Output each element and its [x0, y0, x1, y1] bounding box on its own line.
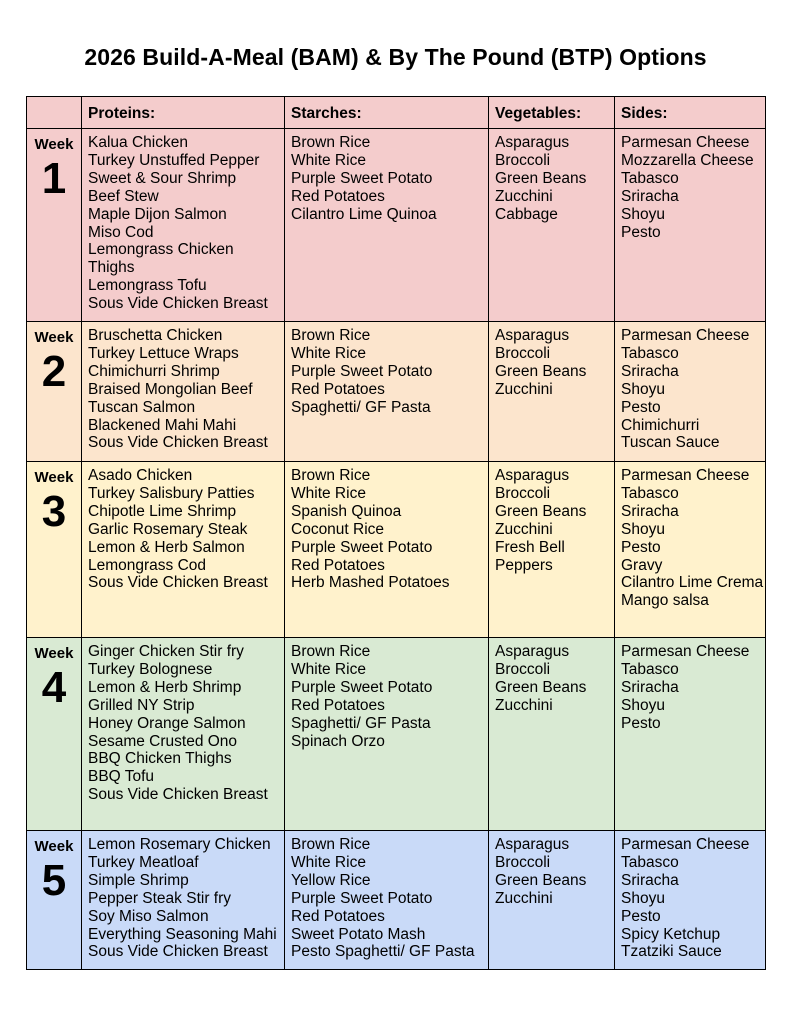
vegetables-item: Asparagus	[495, 134, 570, 151]
vegetables-list	[489, 129, 614, 224]
proteins-item: Kalua Chicken	[88, 134, 188, 151]
sides-item: Tabasco	[621, 660, 679, 678]
proteins-item: Tuscan Salmon	[88, 398, 196, 416]
vegetables-item: Green Beans	[495, 502, 587, 520]
proteins-item: Lemongrass Tofu	[88, 277, 207, 295]
week-label: Week	[34, 838, 74, 855]
starches-item: Purple Sweet Potato	[291, 362, 433, 380]
proteins-list	[82, 831, 284, 961]
week-number: 4	[41, 662, 67, 712]
proteins-item: Simple Shrimp	[88, 871, 189, 889]
week-row	[27, 322, 766, 462]
vegetables-list	[489, 831, 614, 908]
vegetables-cell	[489, 322, 615, 462]
vegetables-item: Broccoli	[495, 484, 551, 502]
week-cell	[27, 462, 82, 638]
proteins-item: Turkey Lettuce Wraps	[88, 344, 239, 362]
proteins-item: Bruschetta Chicken	[88, 327, 223, 344]
header-sides: Sides:	[615, 97, 766, 129]
starches-item: Cilantro Lime Quinoa	[291, 205, 437, 223]
proteins-item: Soy Miso Salmon	[88, 907, 209, 925]
week-number: 3	[41, 486, 67, 536]
proteins-list	[82, 322, 284, 452]
starches-list	[285, 831, 488, 961]
sides-item: Sriracha	[621, 187, 679, 205]
sides-item: Parmesan Cheese	[621, 836, 750, 853]
starches-item: Spaghetti/ GF Pasta	[291, 398, 431, 416]
week-cell	[27, 831, 82, 970]
sides-item: Sriracha	[621, 502, 679, 520]
sides-item: Sriracha	[621, 362, 679, 380]
week-cell	[27, 129, 82, 322]
sides-item: Pesto	[621, 398, 661, 416]
proteins-list	[82, 129, 284, 313]
header-row	[27, 97, 766, 129]
starches-item: Purple Sweet Potato	[291, 889, 433, 907]
sides-list	[615, 129, 765, 241]
proteins-item: Sesame Crusted Ono	[88, 732, 238, 750]
sides-item: Tabasco	[621, 169, 679, 187]
vegetables-cell	[489, 462, 615, 638]
proteins-item: Everything Seasoning Mahi	[88, 925, 277, 943]
sides-item: Parmesan Cheese	[621, 643, 750, 660]
sides-item: Mozzarella Cheese	[621, 151, 754, 169]
proteins-item: Chimichurri Shrimp	[88, 362, 220, 380]
starches-item: Spaghetti/ GF Pasta	[291, 714, 431, 732]
sides-item: Tabasco	[621, 484, 679, 502]
starches-item: Purple Sweet Potato	[291, 538, 433, 556]
vegetables-item: Green Beans	[495, 678, 587, 696]
proteins-item: Sous Vide Chicken Breast	[88, 434, 268, 452]
sides-list	[615, 831, 765, 961]
vegetables-item: Broccoli	[495, 660, 551, 678]
sides-item: Shoyu	[621, 205, 665, 223]
sides-item: Shoyu	[621, 380, 665, 398]
starches-item: White Rice	[291, 853, 366, 871]
proteins-item: Turkey Unstuffed Pepper	[88, 151, 260, 169]
starches-cell	[285, 462, 489, 638]
vegetables-item: Zucchini	[495, 187, 553, 205]
vegetables-item: Zucchini	[495, 696, 553, 714]
week-number: 1	[41, 153, 67, 203]
header-proteins: Proteins:	[82, 97, 285, 129]
sides-item: Tabasco	[621, 853, 679, 871]
week-number: 2	[41, 346, 67, 396]
week-label: Week	[34, 469, 74, 486]
week-row	[27, 129, 766, 322]
proteins-item: Lemon & Herb Shrimp	[88, 678, 242, 696]
starches-item: Spinach Orzo	[291, 732, 385, 750]
proteins-item: Lemon Rosemary Chicken	[88, 836, 271, 853]
proteins-item: Lemongrass Chicken Thighs	[88, 241, 234, 277]
vegetables-list	[489, 638, 614, 715]
sides-item: Pesto	[621, 223, 661, 241]
vegetables-item: Green Beans	[495, 169, 587, 187]
starches-item: White Rice	[291, 151, 366, 169]
vegetables-item: Asparagus	[495, 836, 570, 853]
proteins-item: Turkey Bolognese	[88, 660, 213, 678]
week-row	[27, 462, 766, 638]
proteins-cell	[82, 462, 285, 638]
sides-cell	[615, 462, 766, 638]
starches-item: Red Potatoes	[291, 907, 385, 925]
starches-list	[285, 129, 488, 224]
vegetables-item: Broccoli	[495, 344, 551, 362]
starches-item: Brown Rice	[291, 643, 371, 660]
week-label: Week	[34, 329, 74, 346]
starches-item: Red Potatoes	[291, 380, 385, 398]
sides-item: Chimichurri	[621, 416, 700, 434]
vegetables-item: Asparagus	[495, 643, 570, 660]
sides-list	[615, 462, 765, 610]
vegetables-cell	[489, 638, 615, 831]
sides-item: Shoyu	[621, 889, 665, 907]
proteins-item: Chipotle Lime Shrimp	[88, 502, 237, 520]
vegetables-item: Asparagus	[495, 467, 570, 484]
sides-item: Parmesan Cheese	[621, 327, 750, 344]
proteins-list	[82, 462, 284, 592]
proteins-item: Sous Vide Chicken Breast	[88, 786, 268, 804]
starches-item: Brown Rice	[291, 836, 371, 853]
header-starches: Starches:	[285, 97, 489, 129]
starches-item: Brown Rice	[291, 467, 371, 484]
vegetables-item: Zucchini	[495, 889, 553, 907]
proteins-item: Garlic Rosemary Steak	[88, 520, 248, 538]
week-row	[27, 831, 766, 970]
sides-item: Tabasco	[621, 344, 679, 362]
starches-item: Red Potatoes	[291, 187, 385, 205]
starches-item: Purple Sweet Potato	[291, 169, 433, 187]
starches-list	[285, 462, 488, 592]
sides-list	[615, 638, 765, 733]
proteins-item: Lemongrass Cod	[88, 556, 207, 574]
starches-item: Brown Rice	[291, 327, 371, 344]
meal-options-table	[26, 96, 766, 970]
proteins-item: Braised Mongolian Beef	[88, 380, 253, 398]
week-row	[27, 638, 766, 831]
sides-item: Shoyu	[621, 520, 665, 538]
proteins-item: Grilled NY Strip	[88, 696, 195, 714]
vegetables-item: Zucchini	[495, 380, 553, 398]
starches-item: Purple Sweet Potato	[291, 678, 433, 696]
proteins-cell	[82, 322, 285, 462]
sides-cell	[615, 831, 766, 970]
vegetables-item: Asparagus	[495, 327, 570, 344]
proteins-item: Honey Orange Salmon	[88, 714, 246, 732]
sides-item: Gravy	[621, 556, 663, 574]
proteins-item: Ginger Chicken Stir fry	[88, 643, 244, 660]
proteins-item: Turkey Meatloaf	[88, 853, 199, 871]
vegetables-item: Fresh Bell Peppers	[495, 538, 565, 574]
starches-item: Red Potatoes	[291, 696, 385, 714]
proteins-cell	[82, 129, 285, 322]
proteins-item: Miso Cod	[88, 223, 154, 241]
vegetables-item: Broccoli	[495, 853, 551, 871]
starches-item: Brown Rice	[291, 134, 371, 151]
week-cell	[27, 638, 82, 831]
starches-cell	[285, 638, 489, 831]
vegetables-cell	[489, 831, 615, 970]
week-number: 5	[41, 855, 67, 905]
vegetables-item: Cabbage	[495, 205, 558, 223]
starches-list	[285, 638, 488, 750]
page-title: 2026 Build-A-Meal (BAM) & By The Pound (BTP) Options	[84, 44, 707, 70]
sides-item: Mango salsa	[621, 592, 709, 610]
proteins-cell	[82, 831, 285, 970]
sides-item: Tzatziki Sauce	[621, 943, 722, 961]
starches-cell	[285, 322, 489, 462]
sides-cell	[615, 129, 766, 322]
sides-list	[615, 322, 765, 452]
starches-cell	[285, 129, 489, 322]
proteins-item: BBQ Chicken Thighs	[88, 750, 232, 768]
sides-cell	[615, 638, 766, 831]
sides-cell	[615, 322, 766, 462]
proteins-item: Sous Vide Chicken Breast	[88, 295, 268, 313]
starches-item: Pesto Spaghetti/ GF Pasta	[291, 943, 475, 961]
header-week-blank	[27, 97, 82, 129]
starches-item: White Rice	[291, 660, 366, 678]
sides-item: Pesto	[621, 538, 661, 556]
proteins-item: Sous Vide Chicken Breast	[88, 574, 268, 592]
proteins-item: BBQ Tofu	[88, 768, 155, 786]
proteins-item: Sweet & Sour Shrimp	[88, 169, 237, 187]
vegetables-item: Zucchini	[495, 520, 553, 538]
sides-item: Sriracha	[621, 871, 679, 889]
proteins-item: Blackened Mahi Mahi	[88, 416, 237, 434]
starches-item: Coconut Rice	[291, 520, 385, 538]
starches-cell	[285, 831, 489, 970]
sides-item: Pesto	[621, 714, 661, 732]
sides-item: Sriracha	[621, 678, 679, 696]
proteins-item: Lemon & Herb Salmon	[88, 538, 245, 556]
starches-item: Yellow Rice	[291, 871, 371, 889]
vegetables-list	[489, 462, 614, 574]
proteins-item: Beef Stew	[88, 187, 159, 205]
vegetables-list	[489, 322, 614, 399]
header-vegetables: Vegetables:	[489, 97, 615, 129]
proteins-item: Sous Vide Chicken Breast	[88, 943, 268, 961]
sides-item: Parmesan Cheese	[621, 134, 750, 151]
starches-item: White Rice	[291, 484, 366, 502]
sides-item: Parmesan Cheese	[621, 467, 750, 484]
starches-item: Spanish Quinoa	[291, 502, 402, 520]
proteins-item: Maple Dijon Salmon	[88, 205, 227, 223]
vegetables-item: Broccoli	[495, 151, 551, 169]
vegetables-item: Green Beans	[495, 362, 587, 380]
starches-item: Sweet Potato Mash	[291, 925, 426, 943]
week-label: Week	[34, 645, 74, 662]
proteins-cell	[82, 638, 285, 831]
starches-item: White Rice	[291, 344, 366, 362]
proteins-item: Pepper Steak Stir fry	[88, 889, 232, 907]
week-label: Week	[34, 136, 74, 153]
week-cell	[27, 322, 82, 462]
sides-item: Pesto	[621, 907, 661, 925]
vegetables-cell	[489, 129, 615, 322]
sides-item: Cilantro Lime Crema	[621, 574, 764, 592]
starches-item: Herb Mashed Potatoes	[291, 574, 450, 592]
proteins-item: Turkey Salisbury Patties	[88, 484, 255, 502]
sides-item: Shoyu	[621, 696, 665, 714]
proteins-list	[82, 638, 284, 804]
starches-list	[285, 322, 488, 417]
proteins-item: Asado Chicken	[88, 467, 193, 484]
starches-item: Red Potatoes	[291, 556, 385, 574]
sides-item: Spicy Ketchup	[621, 925, 721, 943]
vegetables-item: Green Beans	[495, 871, 587, 889]
sides-item: Tuscan Sauce	[621, 434, 720, 452]
